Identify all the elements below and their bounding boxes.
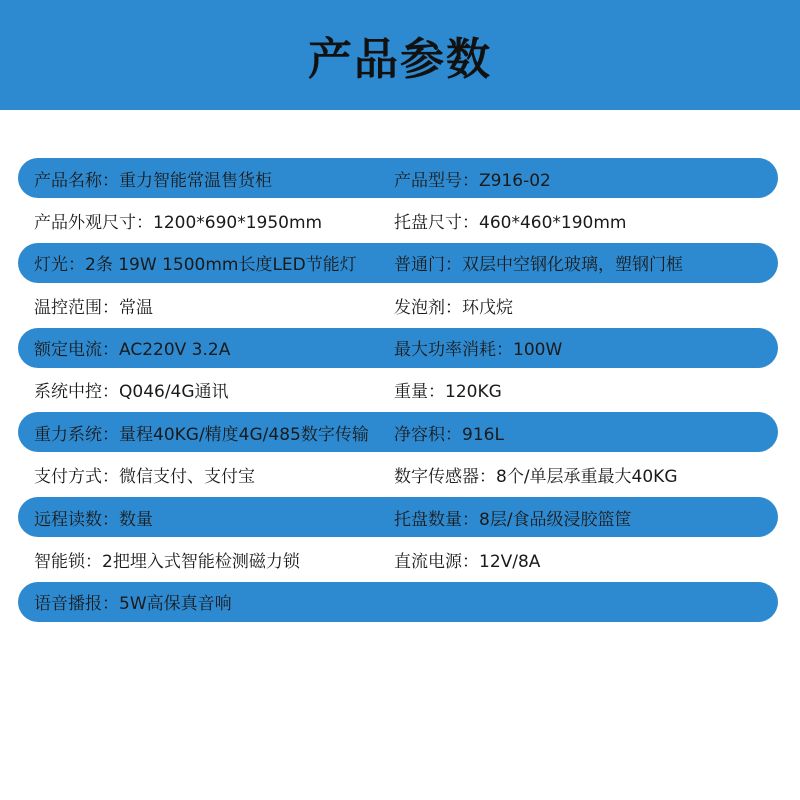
spec-row [18,328,778,368]
spec-left: 智能锁：2把埋入式智能检测磁力锁 [34,552,300,573]
page-title: 产品参数 [308,34,492,85]
spec-row [18,285,778,325]
spec-right: 净容积：916L [394,424,504,445]
spec-right: 托盘尺寸：460*460*190mm [394,212,627,233]
spec-row [18,540,778,580]
spec-left: 额定电流：AC220V 3.2A [34,340,231,361]
spec-right: 最大功率消耗：100W [394,340,563,361]
spec-left: 产品外观尺寸：1200*690*1950mm [34,212,323,233]
spec-right: 产品型号：Z916-02 [394,170,551,191]
spec-row [18,582,778,622]
spec-left: 灯光：2条 19W 1500mm长度LED节能灯 [34,255,357,276]
spec-row [18,158,778,198]
spec-right: 普通门：双层中空钢化玻璃，塑钢门框 [394,255,683,276]
header-banner [0,0,800,110]
spec-right: 数字传感器：8个/单层承重最大40KG [394,467,678,488]
spec-row [18,455,778,495]
spec-left: 产品名称：重力智能常温售货柜 [34,170,272,191]
spec-row [18,412,778,452]
spec-left: 温控范围：常温 [34,297,153,318]
spec-left: 重力系统：量程40KG/精度4G/485数字传输 [34,424,369,445]
spec-list [18,158,778,624]
spec-right: 托盘数量：8层/食品级浸胶篮筐 [394,509,632,530]
spec-right: 发泡剂：环戊烷 [394,297,513,318]
spec-left: 系统中控：Q046/4G通讯 [34,382,229,403]
spec-row [18,243,778,283]
spec-left: 远程读数：数量 [34,509,153,530]
spec-left: 语音播报：5W高保真音响 [34,594,232,615]
spec-row [18,497,778,537]
spec-left: 支付方式：微信支付、支付宝 [34,467,255,488]
spec-right: 重量：120KG [394,382,502,403]
spec-row [18,200,778,240]
spec-right: 直流电源：12V/8A [394,552,541,573]
spec-row [18,370,778,410]
